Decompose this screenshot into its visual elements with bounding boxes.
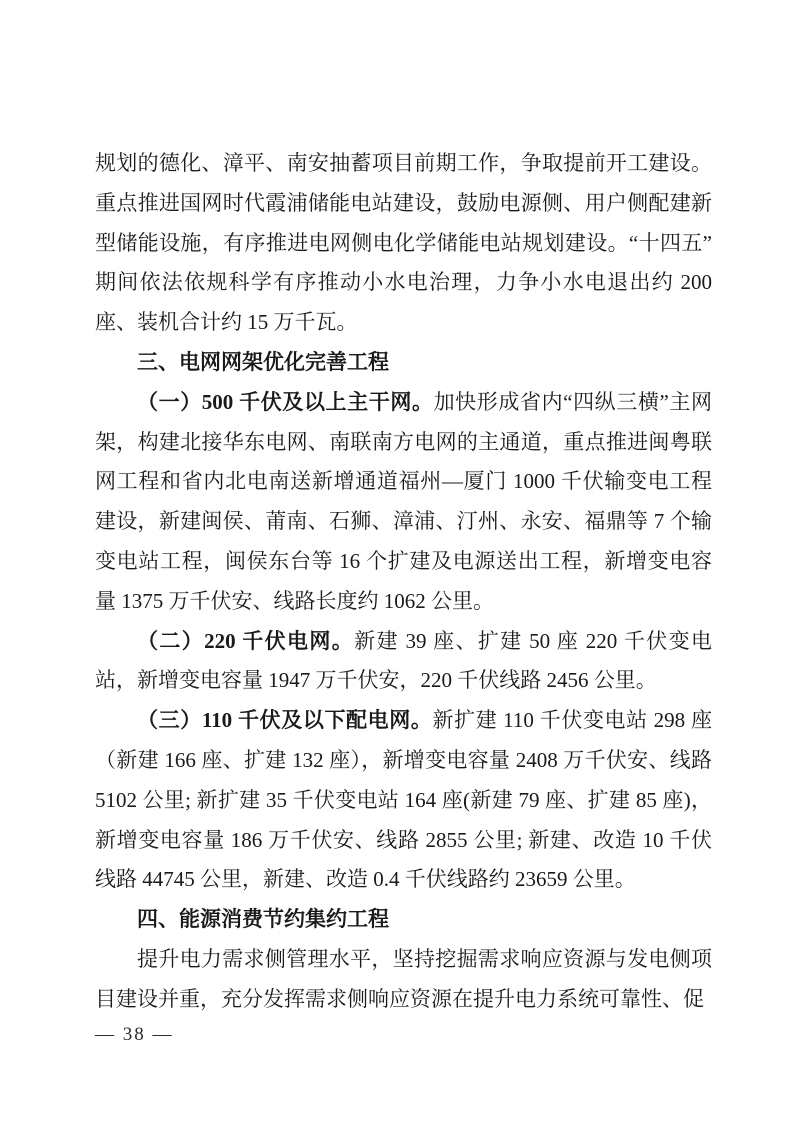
paragraph-hydro-storage: 规划的德化、漳平、南安抽蓄项目前期工作，争取提前开工建设。重点推进国网时代霞浦储能电站建设，鼓励电源侧、用户侧配建新型储能设施，有序推进电网侧电化学储能电站规划建设。“十四五”期间依法依规科学有序推动小水电治理，力争小水电退出约 200 座、装机合计约 15 万千瓦。 xyxy=(95,151,712,335)
paragraph-500kv xyxy=(95,383,712,622)
paragraph-text-110kv: 新扩建 110 千伏变电站 298 座（新建 166 座、扩建 132 座），新增变电容量 2408 万千伏安、线路 5102 公里; 新扩建 35 千伏变电站 164 座(新建 79 座、扩建 85 座)，新增变电容量 186 万千伏安、线路 2855 公里; 新建、改造 10 千伏线路 44745 公里，新建、改造 0.4 千伏线路约 23659 公里。 xyxy=(95,708,712,892)
document-body xyxy=(95,144,712,1020)
paragraph-lead-220kv: （二）220 千伏电网。 xyxy=(137,628,355,653)
paragraph-lead-110kv: （三）110 千伏及以下配电网。 xyxy=(137,708,433,733)
paragraph-text-500kv: 加快形成省内“四纵三横”主网架，构建北接华东电网、南联南方电网的主通道，重点推进闽粤联网工程和省内北电南送新增通道福州—厦门 1000 千伏输变电工程建设，新建闽侯、莆南、石狮、漳浦、汀州、永安、福鼎等 7 个输变电站工程，闽侯东台等 16 个扩建及电源送出工程，新增变电容量 1375 万千伏安、线路长度约 1062 公里。 xyxy=(95,389,713,613)
paragraph-220kv xyxy=(95,622,712,702)
paragraph-lead-500kv: （一）500 千伏及以上主干网。 xyxy=(137,389,434,414)
paragraph-demand-side: 提升电力需求侧管理水平，坚持挖掘需求响应资源与发电侧项目建设并重，充分发挥需求侧响应资源在提升电力系统可靠性、促 xyxy=(95,946,712,1011)
paragraph-text-220kv: 新建 39 座、扩建 50 座 220 千伏变电站，新增变电容量 1947 万千伏安，220 千伏线路 2456 公里。 xyxy=(95,628,713,693)
section-heading-grid-optimization: 三、电网网架优化完善工程 xyxy=(137,350,389,374)
paragraph-110kv xyxy=(95,701,712,900)
section-heading-energy-conservation: 四、能源消费节约集约工程 xyxy=(137,908,389,932)
page-number: — 38 — xyxy=(95,1024,174,1045)
